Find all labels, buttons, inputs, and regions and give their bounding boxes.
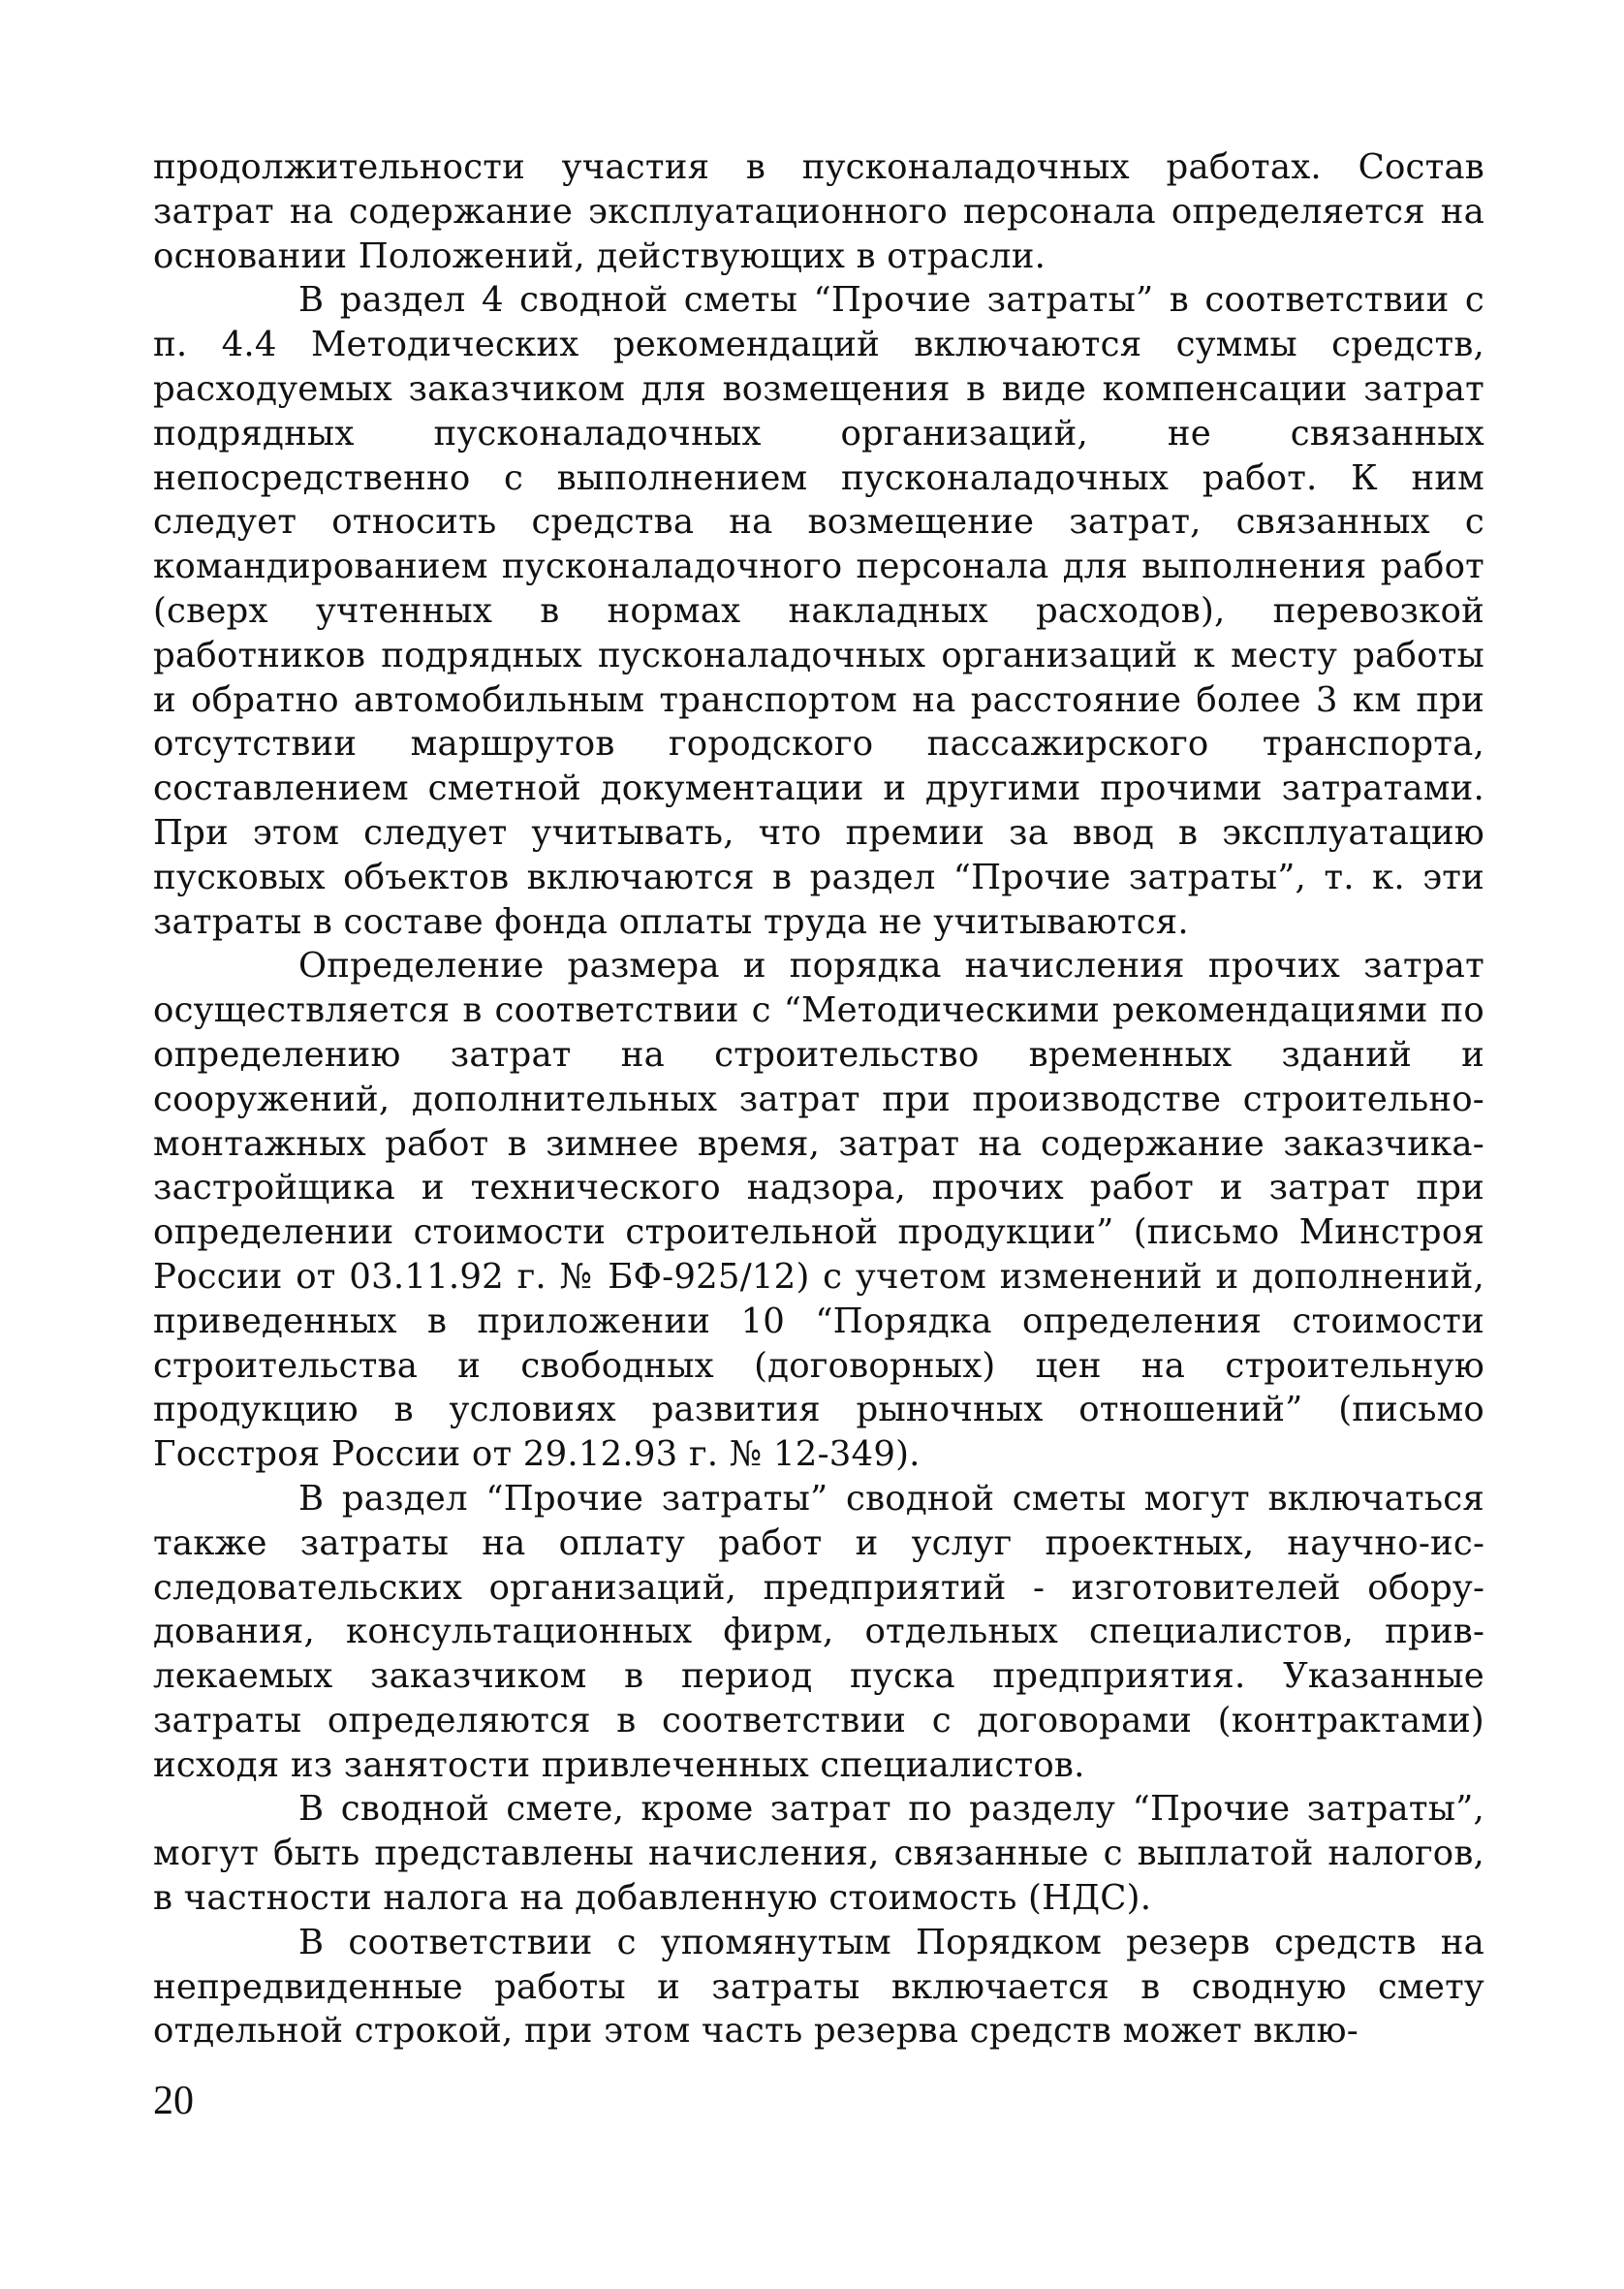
paragraph-reserve-funds: В соответствии с упомянутым Порядком резерв средств на непредвиденные работы и затраты включается в сводную смету отдельной строкой, при этом часть резерва средств может вклю-	[153, 1922, 1484, 2052]
paragraph-taxes-vat: В сводной смете, кроме затрат по разделу “Прочие затраты”, могут быть представлены начисления, связанные с выплатой налогов, в частности налога на добавленную стоимость (НДС).	[153, 1789, 1484, 1919]
paragraph-determination-of-costs: Определение размера и порядка начисления прочих затрат осуществляется в соответствии с “Методическими рекомендациями по определению затрат на строительство временных зданий и сооружений, дополнительных затрат при производстве строительно-монтажных работ в зимнее время, затрат на содержание заказчика-застройщика и технического надзора, прочих работ и затрат при определении стоимости строительной продукции” (письмо Минстроя России от 03.11.92 г. № БФ-925/12) с учетом изменений и дополнений, приведенных в приложении 10 “Порядка определения стоимости строительства и свободных (договорных) цен на строительную продукцию в условиях развития рыночных отношений” (письмо Госстроя России от 29.12.93 г. № 12-349).	[153, 946, 1484, 1475]
paragraph-continuation: продолжительности участия в пусконаладочных работах. Состав затрат на содержание эксплуатационного персонала определяется на основании Положений, действующих в отрасли.	[153, 147, 1484, 276]
page-number: 20	[153, 2079, 194, 2123]
paragraph-consulting-services: В раздел “Прочие затраты” сводной сметы могут включаться также затраты на оплату работ и услуг проектных, научно-исследовательских организаций, предприятий - изготовителей оборудования, консультационных фирм, отдельных специалистов, привлекаемых заказчиком в период пуска предприятия. Указанные затраты определяются в соответствии с договорами (контрактами) исходя из занятости привлеченных специалистов.	[153, 1478, 1484, 1785]
paragraph-other-costs-section: В раздел 4 сводной сметы “Прочие затраты” в соответствии с п. 4.4 Методических рекомендаций включаются суммы средств, расходуемых заказчиком для возмещения в виде компенсации затрат подрядных пусконаладочных организаций, не связанных непосредственно с выполнением пусконаладочных работ. К ним следует относить средства на возмещение затрат, связанных с командированием пусконаладочного персонала для выполнения работ (сверх учтенных в нормах накладных расходов), перевозкой работников подрядных пусконаладочных организаций к месту работы и обратно автомобильным транспортом на расстояние более 3 км при отсутствии маршрутов городского пассажирского транспорта, составлением сметной документации и другими прочими затратами. При этом следует учитывать, что премии за ввод в эксплуатацию пусковых объектов включаются в раздел “Прочие затраты”, т. к. эти затраты в составе фонда оплаты труда не учитываются.	[153, 280, 1484, 942]
page-body	[153, 145, 1484, 2054]
